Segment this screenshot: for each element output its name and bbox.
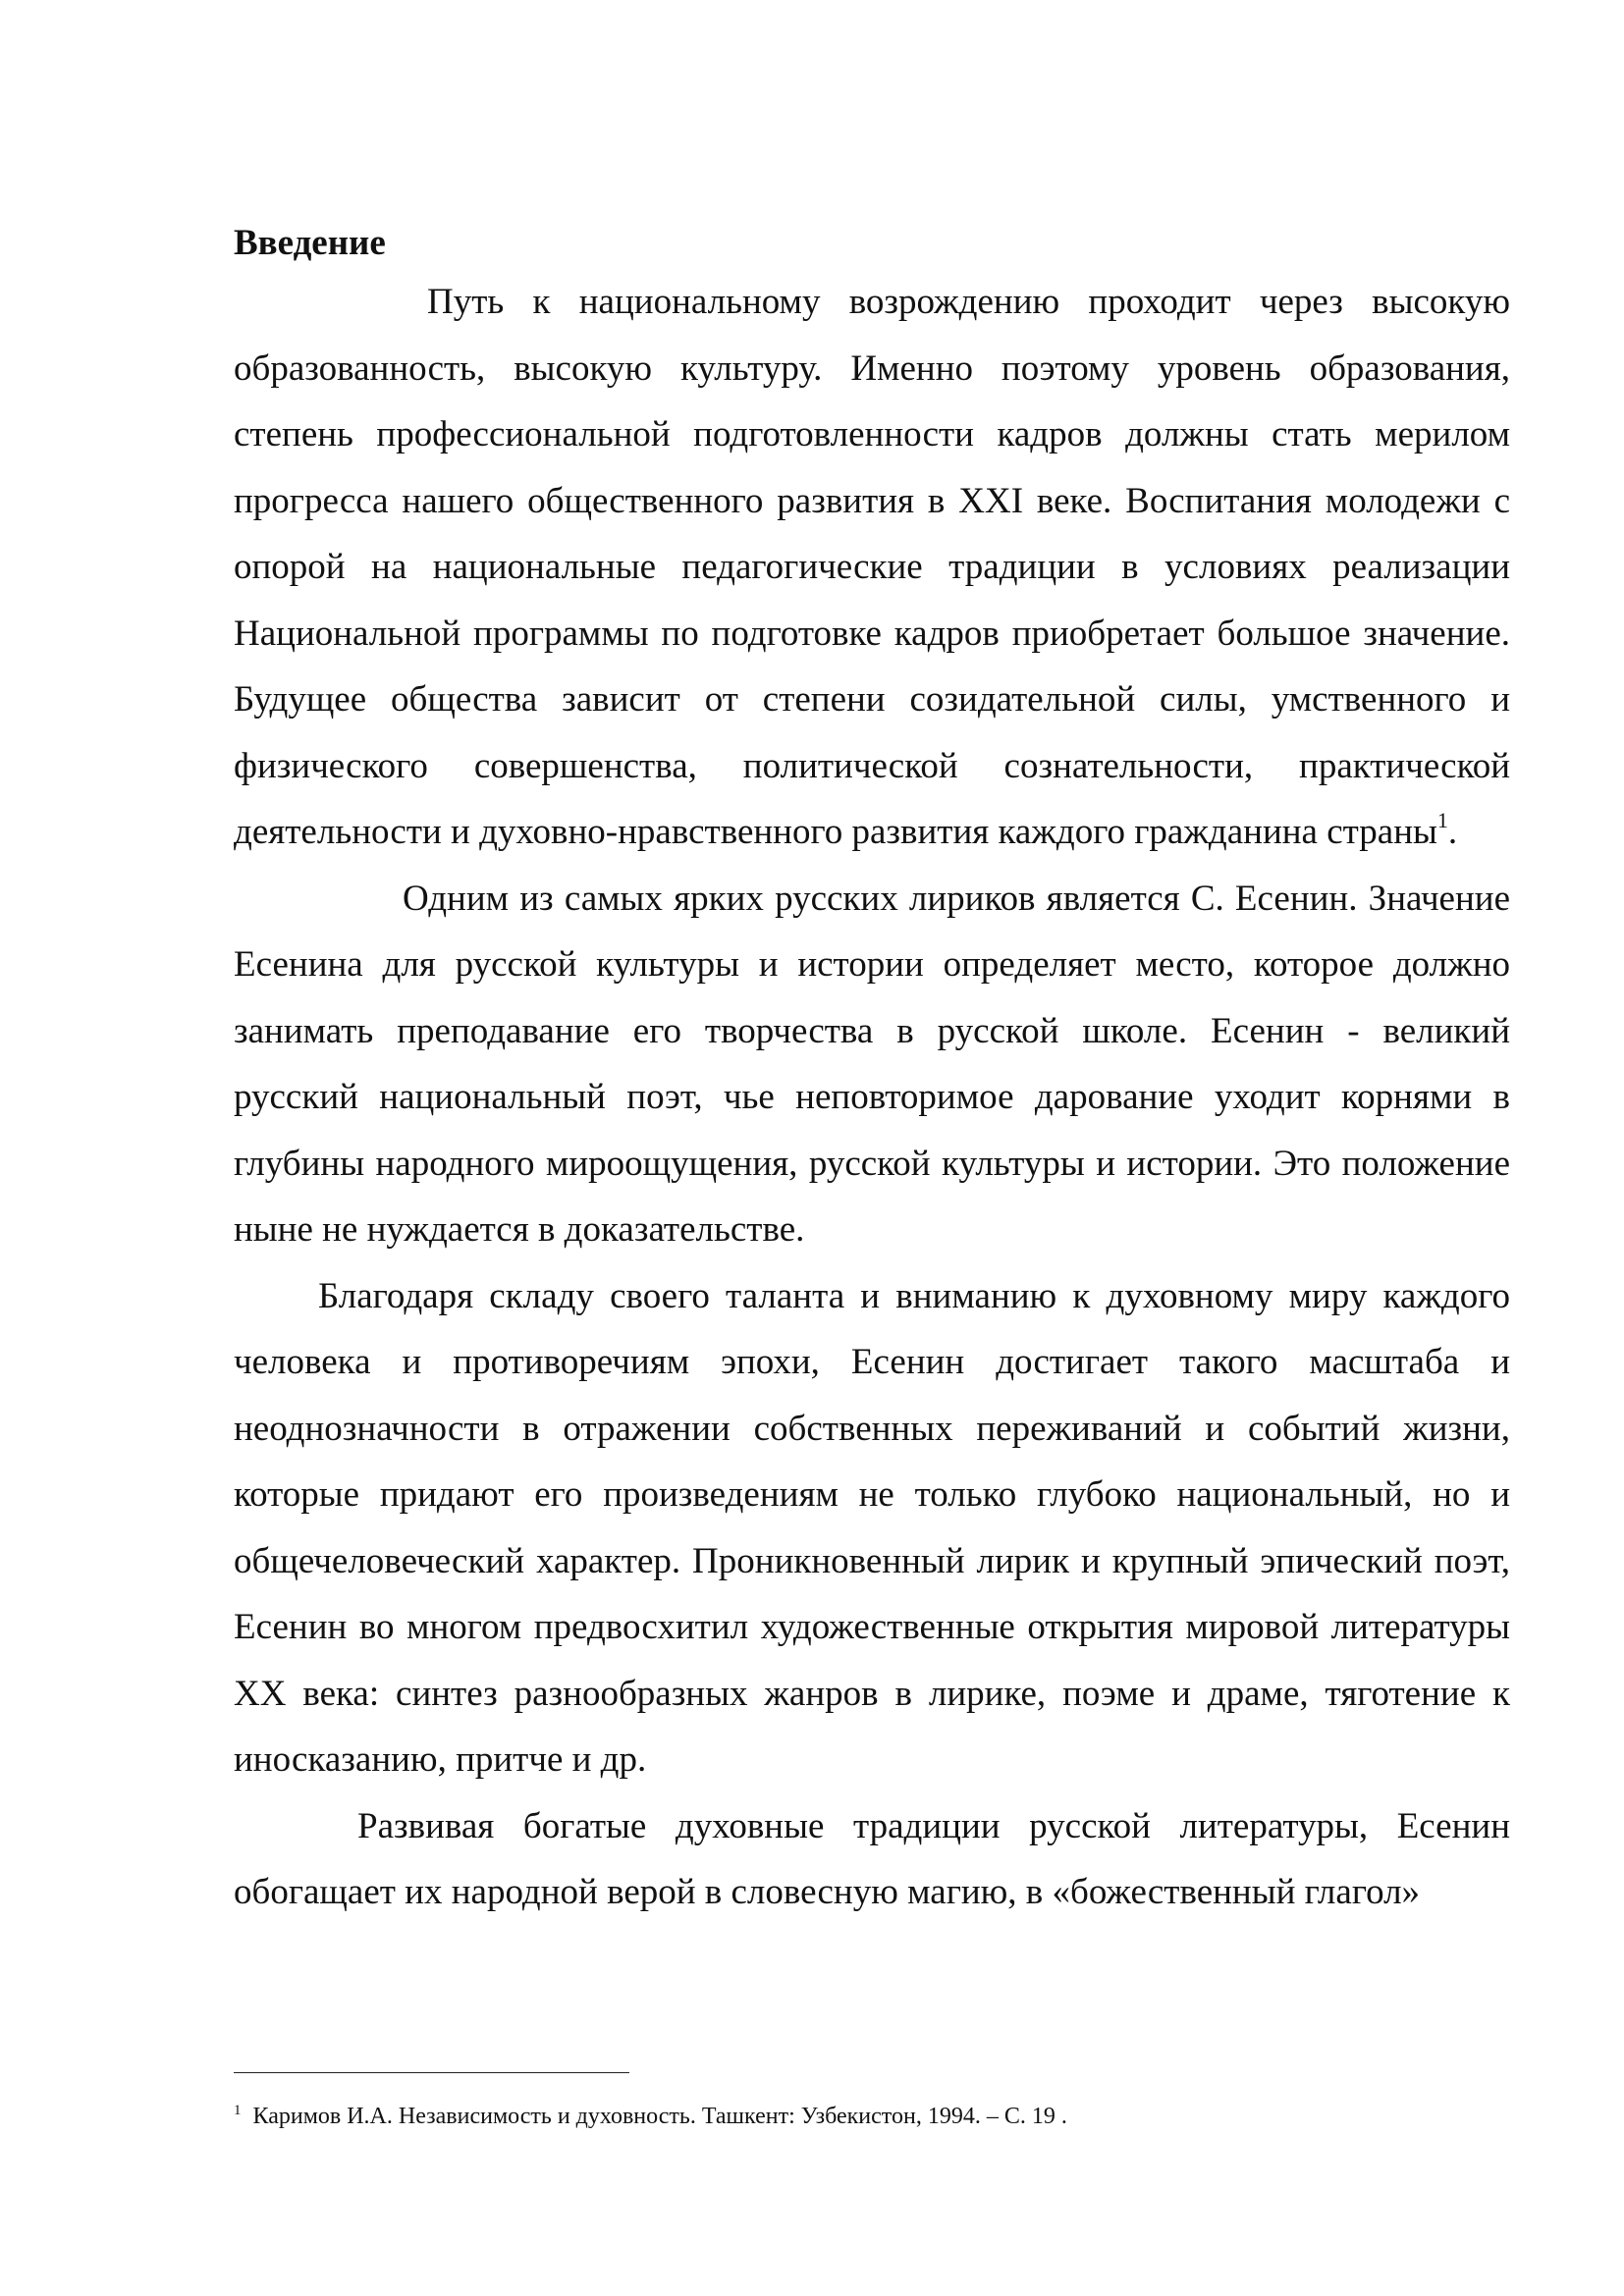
footnote-text: Каримов И.А. Независимость и духовность. Ташкент: Узбекистон, 1994. – С. 19 .: [252, 2104, 1067, 2129]
footnote: [234, 2095, 1510, 2132]
paragraph-1-text: Путь к национальному возрождению проходит через высокую образованность, высокую культуру. Именно поэтому уровень образования, степень профессиональной подготовленности кадров должны стать мерилом прогресса нашего общественного развития в XXI веке. Воспитания молодежи с опорой на национальные педагогические традиции в условиях реализации Национальной программы по подготовке кадров приобретает большое значение. Будущее общества зависит от степени созидательной силы, умственного и физического совершенства, политической сознательности, практической деятельности и духовно-нравственного развития каждого гражданина страны: [234, 282, 1510, 852]
page-body: [234, 218, 1510, 1926]
footnote-mark: 1: [234, 2103, 242, 2118]
footnote-separator: [234, 2072, 629, 2073]
footnote-reference[interactable]: 1: [1436, 808, 1448, 832]
paragraph-1: [234, 269, 1510, 866]
paragraph-3: Благодаря складу своего таланта и вниманию к духовному миру каждого человека и противоречиям эпохи, Есенин достигает такого масштаба и неоднозначности в отражении собственных переживаний и событий жизни, которые придают его произведениям не только глубоко национальный, но и общечеловеческий характер. Проникновенный лирик и крупный эпический поэт, Есенин во многом предвосхитил художественные открытия мировой литературы XX века: синтез разнообразных жанров в лирике, поэме и драме, тяготение к иносказанию, притче и др.: [234, 1275, 1510, 1780]
paragraph-4: Развивая богатые духовные традиции русской литературы, Есенин обогащает их народной верой в словесную магию, в «божественный глагол»: [234, 1805, 1510, 1912]
paragraph-1-end: .: [1447, 812, 1458, 852]
paragraph-2: Одним из самых ярких русских лириков является С. Есенин. Значение Есенина для русской культуры и истории определяет место, которое должно занимать преподавание его творчества в русской школе. Есенин - великий русский национальный поэт, чье неповторимое дарование уходит корнями в глубины народного мироощущения, русской культуры и истории. Это положение ныне не нуждается в доказательстве.: [234, 878, 1510, 1250]
section-heading: Введение: [234, 223, 386, 263]
